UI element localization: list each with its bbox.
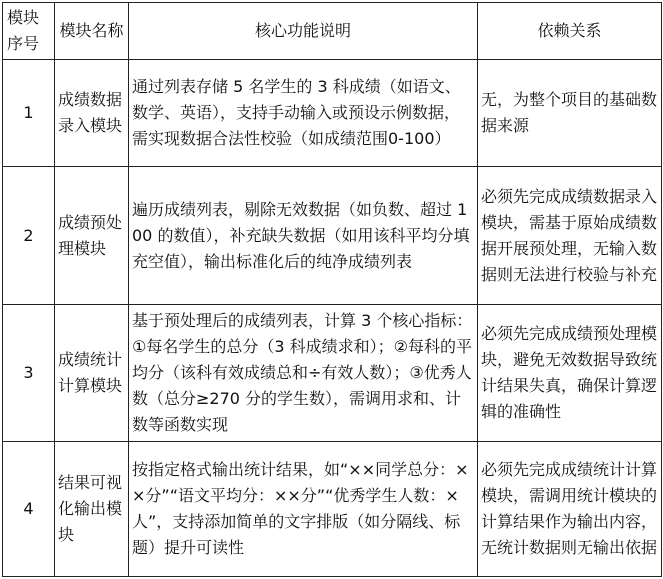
row-module-name: 结果可视化输出模块 [55,442,129,577]
row-function-description: 基于预处理后的成绩列表，计算 3 个核心指标：①每名学生的总分（3 科成绩求和）；②每科的平均分（该科有效成绩总和÷有效人数）；③优秀人数（总分≥270 分的学生数），需调用求和、计数等函数实现 [129,305,478,442]
row-module-name: 成绩统计计算模块 [55,305,129,442]
row-dependency: 无，为整个项目的基础数据来源 [478,60,662,167]
row-number: 3 [3,305,55,442]
table-row [3,167,662,305]
header-module-number: 模块序号 [3,3,55,60]
table-row [3,60,662,167]
table-row [3,442,662,577]
header-dependency: 依赖关系 [478,3,662,60]
row-function-description: 通过列表存储 5 名学生的 3 科成绩（如语文、数学、英语），支持手动输入或预设示例数据，需实现数据合法性校验（如成绩范围0-100） [129,60,478,167]
row-function-description: 遍历成绩列表，剔除无效数据（如负数、超过 100 的数值），补充缺失数据（如用该科平均分填充空值），输出标准化后的纯净成绩列表 [129,167,478,305]
row-function-description: 按指定格式输出统计结果，如“××同学总分：××分”“语文平均分：××分”“优秀学生人数：×人”，支持添加简单的文字排版（如分隔线、标题）提升可读性 [129,442,478,577]
row-dependency: 必须先完成成绩数据录入模块，需基于原始成绩数据开展预处理，无输入数据则无法进行校验与补充 [478,167,662,305]
module-table [2,2,662,577]
row-dependency: 必须先完成成绩统计计算模块，需调用统计模块的计算结果作为输出内容，无统计数据则无输出依据 [478,442,662,577]
header-module-name: 模块名称 [55,3,129,60]
table-row [3,305,662,442]
row-number: 2 [3,167,55,305]
table-header-row [3,3,662,60]
row-number: 4 [3,442,55,577]
row-module-name: 成绩预处理模块 [55,167,129,305]
row-module-name: 成绩数据录入模块 [55,60,129,167]
row-dependency: 必须先完成成绩预处理模块，避免无效数据导致统计结果失真，确保计算逻辑的准确性 [478,305,662,442]
header-core-function: 核心功能说明 [129,3,478,60]
row-number: 1 [3,60,55,167]
